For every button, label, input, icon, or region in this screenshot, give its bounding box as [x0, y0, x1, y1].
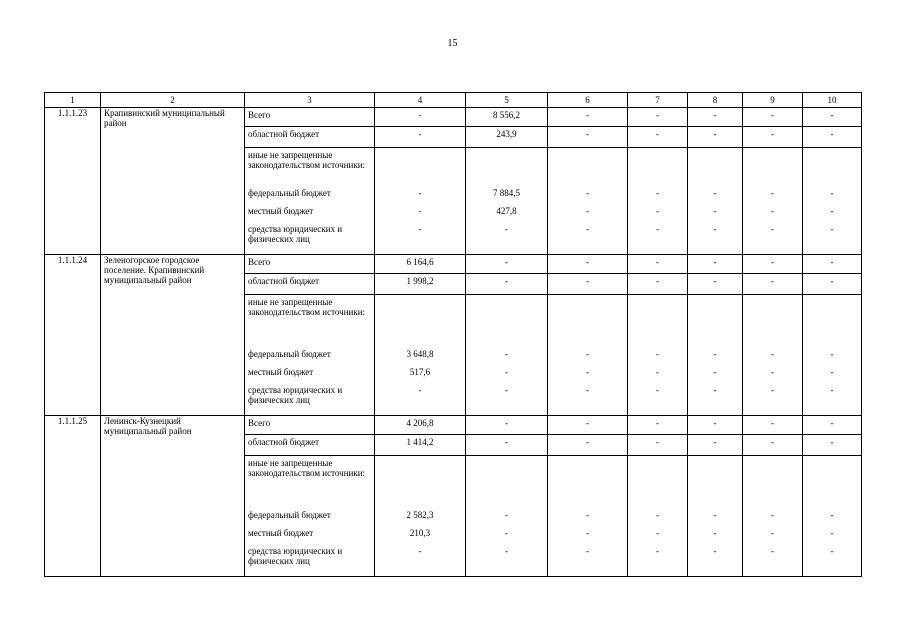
- value: -: [713, 385, 717, 395]
- value: -: [418, 385, 422, 395]
- header-row: [45, 93, 862, 108]
- value: -: [713, 276, 717, 286]
- value-cell: [466, 108, 548, 127]
- value: -: [771, 257, 774, 267]
- value-cell: [743, 274, 803, 295]
- value-cell: [466, 127, 548, 148]
- value: -: [656, 510, 659, 520]
- value: -: [586, 510, 589, 520]
- value: -: [771, 129, 774, 139]
- value: 4 206,8: [406, 418, 434, 428]
- value-cell: [628, 148, 688, 255]
- municipality-name: Крапивинский муниципальный район: [101, 108, 245, 255]
- value: -: [656, 224, 659, 234]
- value: -: [586, 437, 589, 447]
- item-code: 1.1.1.25: [45, 416, 101, 577]
- value: -: [505, 418, 508, 428]
- header-cell: 6: [548, 93, 628, 108]
- municipality-name: Ленинск-Кузнецкий муниципальный район: [101, 416, 245, 577]
- value-cell: [628, 416, 688, 435]
- value: -: [656, 206, 659, 216]
- row-label-total: [245, 108, 375, 127]
- row-label: местный бюджет: [248, 206, 314, 216]
- value: -: [771, 437, 774, 447]
- value: 517,6: [409, 367, 431, 377]
- page-number: 15: [447, 38, 458, 49]
- table-row: [45, 416, 862, 435]
- header-cell: 7: [628, 93, 688, 108]
- row-label: Всего: [248, 110, 271, 120]
- value: -: [656, 349, 659, 359]
- value-cell: [803, 274, 862, 295]
- value: -: [830, 206, 834, 216]
- value: -: [418, 224, 422, 234]
- value: -: [586, 206, 589, 216]
- value: -: [656, 188, 659, 198]
- value-cell: [375, 456, 466, 577]
- value: -: [713, 367, 717, 377]
- value: -: [418, 188, 422, 198]
- value-cell: [375, 255, 466, 274]
- value-cell: [688, 127, 743, 148]
- value-cell: [466, 456, 548, 577]
- row-label: средства юридических и физических лиц: [248, 546, 343, 566]
- value: -: [771, 276, 774, 286]
- value: -: [713, 224, 717, 234]
- value: -: [771, 418, 774, 428]
- value-cell: [548, 274, 628, 295]
- row-label-regional: [245, 435, 375, 456]
- value: -: [713, 129, 717, 139]
- row-label: средства юридических и физических лиц: [248, 224, 343, 244]
- value-cell: [688, 456, 743, 577]
- value: -: [656, 257, 659, 267]
- value: 210,3: [409, 528, 431, 538]
- value-cell: [628, 295, 688, 416]
- value: -: [713, 188, 717, 198]
- value-cell: [466, 148, 548, 255]
- row-label-regional: [245, 127, 375, 148]
- value-cell: [628, 435, 688, 456]
- value: -: [505, 367, 508, 377]
- value-cell: [628, 108, 688, 127]
- row-label-total: [245, 416, 375, 435]
- value: -: [830, 437, 834, 447]
- value: -: [656, 129, 659, 139]
- value: -: [586, 349, 589, 359]
- value-cell: [628, 274, 688, 295]
- value-cell: [375, 274, 466, 295]
- table-row: [45, 255, 862, 274]
- value: -: [771, 528, 774, 538]
- value: -: [505, 510, 508, 520]
- value: -: [830, 528, 834, 538]
- value-cell: [688, 148, 743, 255]
- value: -: [771, 110, 774, 120]
- row-label: Всего: [248, 418, 271, 428]
- value: -: [830, 224, 834, 234]
- value: -: [505, 385, 508, 395]
- value-cell: [548, 416, 628, 435]
- value: -: [713, 257, 717, 267]
- value: 1 414,2: [406, 437, 434, 447]
- value-cell: [548, 435, 628, 456]
- value-cell: [803, 108, 862, 127]
- value: -: [586, 276, 589, 286]
- value-cell: [466, 435, 548, 456]
- value: -: [505, 257, 508, 267]
- header-cell: 4: [375, 93, 466, 108]
- header-cell: 5: [466, 93, 548, 108]
- value-cell: [688, 108, 743, 127]
- value: -: [771, 385, 774, 395]
- header-cell: 8: [688, 93, 743, 108]
- row-label-total: [245, 255, 375, 274]
- value-cell: [548, 148, 628, 255]
- value-cell: [743, 108, 803, 127]
- value-cell: [743, 295, 803, 416]
- value-cell: [688, 255, 743, 274]
- value: -: [713, 110, 717, 120]
- value-cell: [803, 148, 862, 255]
- value: -: [586, 418, 589, 428]
- value-cell: [803, 127, 862, 148]
- value-cell: [743, 127, 803, 148]
- value: -: [418, 129, 422, 139]
- value-cell: [548, 295, 628, 416]
- value: -: [713, 349, 717, 359]
- header-cell: 3: [245, 93, 375, 108]
- value: -: [830, 510, 834, 520]
- value-cell: [375, 148, 466, 255]
- value: 243,9: [496, 129, 517, 139]
- value-cell: [688, 416, 743, 435]
- value: 7 884,5: [493, 188, 520, 198]
- value: -: [586, 528, 589, 538]
- row-label-sources: [245, 295, 375, 416]
- value: -: [505, 437, 508, 447]
- value: 8 556,2: [493, 110, 520, 120]
- value: -: [830, 276, 834, 286]
- item-code: 1.1.1.23: [45, 108, 101, 255]
- row-label: областной бюджет: [248, 437, 320, 447]
- value-cell: [688, 435, 743, 456]
- value-cell: [803, 416, 862, 435]
- value: -: [586, 224, 589, 234]
- value-cell: [803, 255, 862, 274]
- value-cell: [548, 127, 628, 148]
- value-cell: [743, 456, 803, 577]
- value: -: [771, 188, 774, 198]
- value: -: [830, 110, 834, 120]
- sources-label: иные не запрещенные законодательством источники:: [248, 297, 366, 317]
- value: -: [830, 257, 834, 267]
- value-cell: [743, 255, 803, 274]
- value-cell: [375, 416, 466, 435]
- value: 2 582,3: [406, 510, 434, 520]
- row-label-sources: [245, 148, 375, 255]
- value: -: [586, 367, 589, 377]
- row-label-sources: [245, 456, 375, 577]
- value: -: [656, 367, 659, 377]
- value: -: [713, 528, 717, 538]
- value: -: [505, 546, 508, 556]
- header-cell: 9: [743, 93, 803, 108]
- value: -: [656, 528, 659, 538]
- value: -: [656, 418, 659, 428]
- value: -: [586, 257, 589, 267]
- value: 6 164,6: [406, 257, 434, 267]
- value: -: [830, 546, 834, 556]
- value-cell: [375, 435, 466, 456]
- row-label: федеральный бюджет: [248, 188, 331, 198]
- row-label: Всего: [248, 257, 271, 267]
- value: -: [418, 110, 422, 120]
- row-label: федеральный бюджет: [248, 510, 331, 520]
- value-cell: [548, 456, 628, 577]
- value: -: [713, 206, 717, 216]
- value: -: [830, 367, 834, 377]
- row-label: местный бюджет: [248, 528, 314, 538]
- value: -: [586, 546, 589, 556]
- value-cell: [375, 295, 466, 416]
- value: -: [771, 546, 774, 556]
- value-cell: [803, 295, 862, 416]
- value-cell: [743, 148, 803, 255]
- value: -: [830, 188, 834, 198]
- item-code: 1.1.1.24: [45, 255, 101, 416]
- value: -: [505, 276, 508, 286]
- row-label: федеральный бюджет: [248, 349, 331, 359]
- value: -: [586, 110, 589, 120]
- value: -: [830, 349, 834, 359]
- value: -: [656, 437, 659, 447]
- value: -: [656, 546, 659, 556]
- table-row: [45, 108, 862, 127]
- value: -: [418, 206, 422, 216]
- value-cell: [375, 127, 466, 148]
- value: -: [656, 110, 659, 120]
- value: -: [771, 206, 774, 216]
- value-cell: [743, 416, 803, 435]
- value: -: [656, 276, 659, 286]
- header-cell: 1: [45, 93, 101, 108]
- value: -: [771, 224, 774, 234]
- sources-label: иные не запрещенные законодательством источники:: [248, 150, 366, 170]
- header-cell: 10: [803, 93, 862, 108]
- value-cell: [466, 274, 548, 295]
- value-cell: [628, 255, 688, 274]
- value: -: [505, 349, 508, 359]
- value: 3 648,8: [406, 349, 434, 359]
- value: -: [830, 129, 834, 139]
- value-cell: [466, 295, 548, 416]
- value: -: [771, 349, 774, 359]
- value-cell: [803, 435, 862, 456]
- value-cell: [743, 435, 803, 456]
- value-cell: [628, 456, 688, 577]
- value: -: [586, 129, 589, 139]
- value: -: [713, 510, 717, 520]
- value: -: [713, 546, 717, 556]
- value-cell: [688, 295, 743, 416]
- value: 1 998,2: [406, 276, 434, 286]
- row-label: средства юридических и физических лиц: [248, 385, 343, 405]
- value-cell: [548, 255, 628, 274]
- municipality-name: Зеленогорское городское поселение. Крапивинский муниципальный район: [101, 255, 245, 416]
- value: -: [713, 437, 717, 447]
- row-label: областной бюджет: [248, 129, 320, 139]
- budget-table: [44, 92, 862, 577]
- row-label: местный бюджет: [248, 367, 314, 377]
- value-cell: [628, 127, 688, 148]
- value: -: [505, 224, 508, 234]
- value-cell: [803, 456, 862, 577]
- value: -: [771, 367, 774, 377]
- value: -: [586, 385, 589, 395]
- value: -: [771, 510, 774, 520]
- value: -: [656, 385, 659, 395]
- value-cell: [375, 108, 466, 127]
- value-cell: [466, 416, 548, 435]
- value-cell: [688, 274, 743, 295]
- value: -: [713, 418, 717, 428]
- header-cell: 2: [101, 93, 245, 108]
- row-label: областной бюджет: [248, 276, 320, 286]
- value: -: [505, 528, 508, 538]
- value-cell: [548, 108, 628, 127]
- value: -: [830, 385, 834, 395]
- row-label-regional: [245, 274, 375, 295]
- sources-label: иные не запрещенные законодательством источники:: [248, 458, 366, 478]
- value: -: [418, 546, 422, 556]
- value: -: [830, 418, 834, 428]
- value: -: [586, 188, 589, 198]
- value: 427,8: [496, 206, 517, 216]
- value-cell: [466, 255, 548, 274]
